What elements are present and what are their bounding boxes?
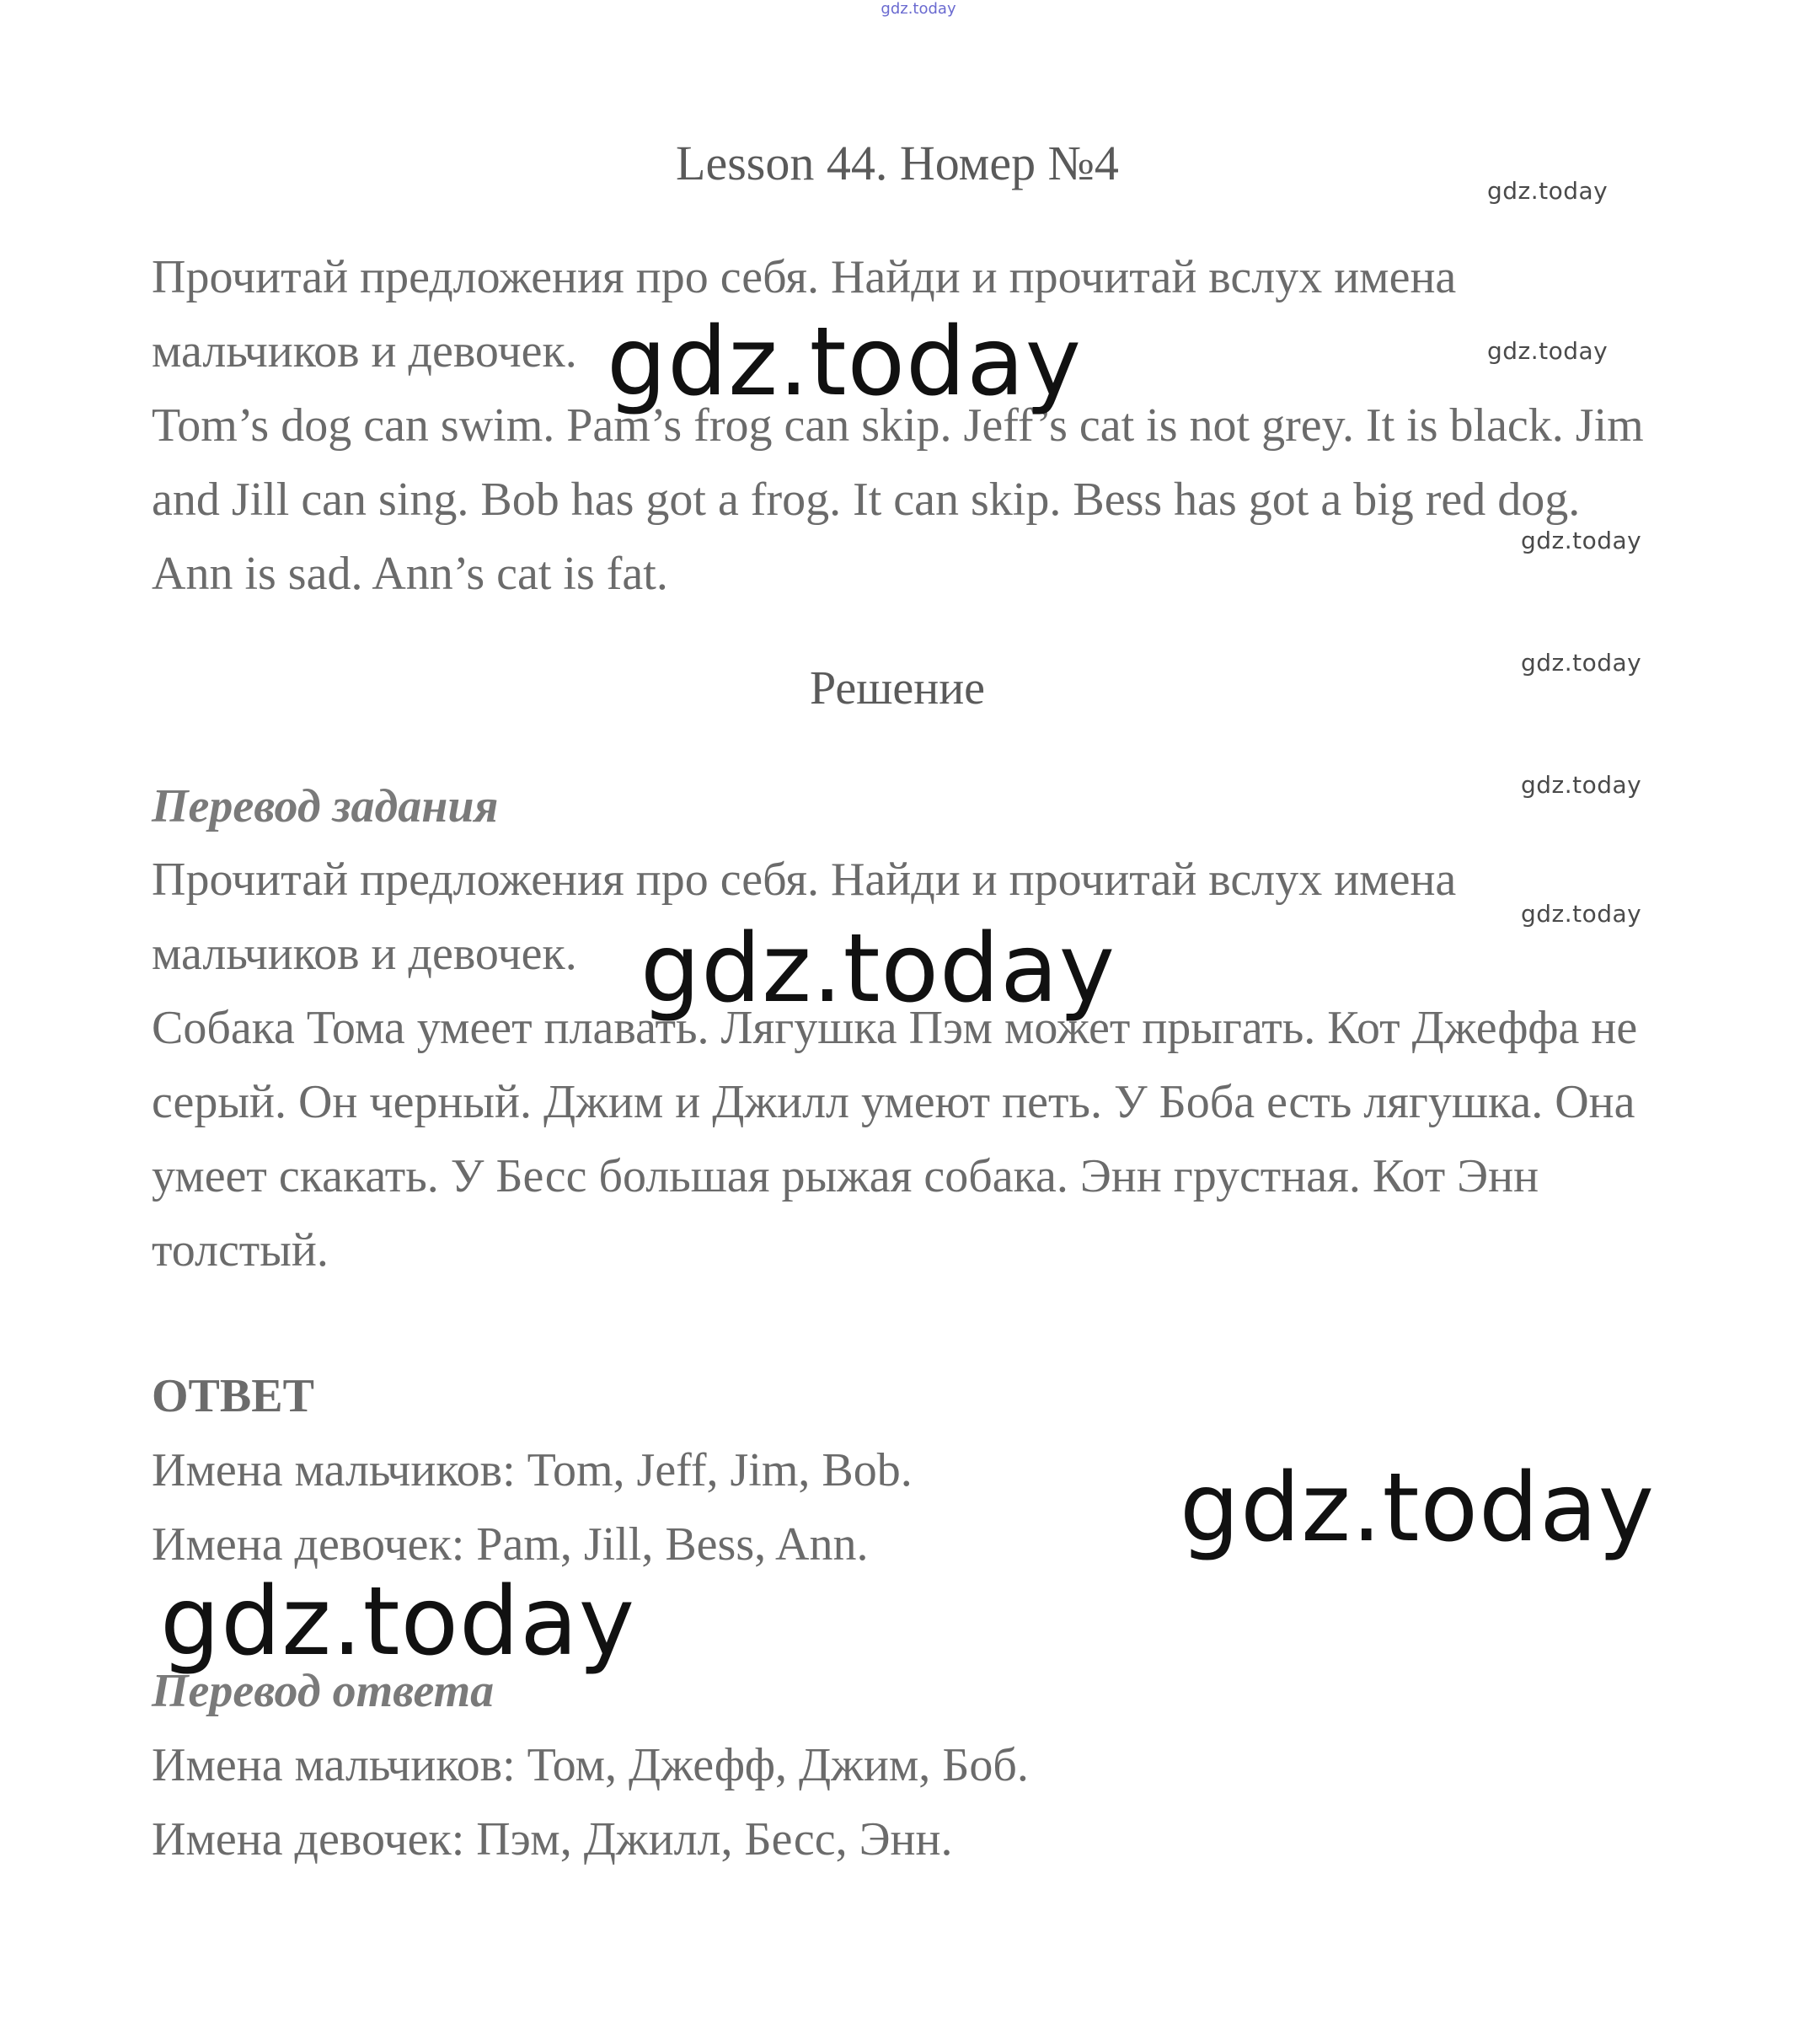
watermark-large: gdz.today (607, 308, 1083, 417)
answer-heading: ОТВЕТ (152, 1370, 314, 1422)
watermark-large: gdz.today (1180, 1453, 1656, 1563)
watermark-large: gdz.today (160, 1567, 636, 1677)
page-title: Lesson 44. Номер №4 (676, 136, 1119, 190)
watermark-large: gdz.today (640, 914, 1116, 1024)
translation-instruction-text: Прочитай предложения про себя. Найди и прочитай вслух имена мальчиков и девочек. (152, 854, 1457, 980)
task-text (152, 388, 1651, 611)
task-text-body: Tom’s dog can swim. Pam’s frog can skip. Jeff’s cat is not grey. It is black. Jim and Jill can sing. Bob has got a frog. It can skip. Bess has got a big red dog. Ann is sad. Ann’s cat is fat. (152, 399, 1644, 600)
answer-translation-heading: Перевод ответа (152, 1665, 495, 1717)
watermark-small: gdz.today (1487, 177, 1609, 205)
task-instruction-text: Прочитай предложения про себя. Найди и прочитай вслух имена мальчиков и девочек. (152, 251, 1457, 377)
answer-girls: Имена девочек: Pam, Jill, Bess, Ann. (152, 1518, 869, 1571)
watermark-small: gdz.today (1521, 527, 1642, 554)
translation-text-body: Собака Тома умеет плавать. Лягушка Пэм может прыгать. Кот Джеффа не серый. Он черный. Джим и Джилл умеют петь. У Боба есть лягушка. Она умеет скакать. У Бесс большая рыжая собака. Энн грустная. Кот Энн толстый. (152, 1002, 1638, 1277)
answer-boys: Имена мальчиков: Tom, Jeff, Jim, Bob. (152, 1444, 913, 1496)
translation-text (152, 991, 1651, 1287)
watermark-small: gdz.today (1521, 900, 1642, 928)
translation-heading: Перевод задания (152, 780, 499, 832)
top-watermark: gdz.today (881, 0, 956, 18)
answer-girls-translation: Имена девочек: Пэм, Джилл, Бесс, Энн. (152, 1813, 953, 1865)
watermark-small: gdz.today (1521, 771, 1642, 799)
watermark-small: gdz.today (1487, 337, 1609, 365)
solution-heading: Решение (809, 662, 986, 715)
watermark-small: gdz.today (1521, 649, 1642, 677)
answer-boys-translation: Имена мальчиков: Том, Джефф, Джим, Боб. (152, 1739, 1029, 1791)
